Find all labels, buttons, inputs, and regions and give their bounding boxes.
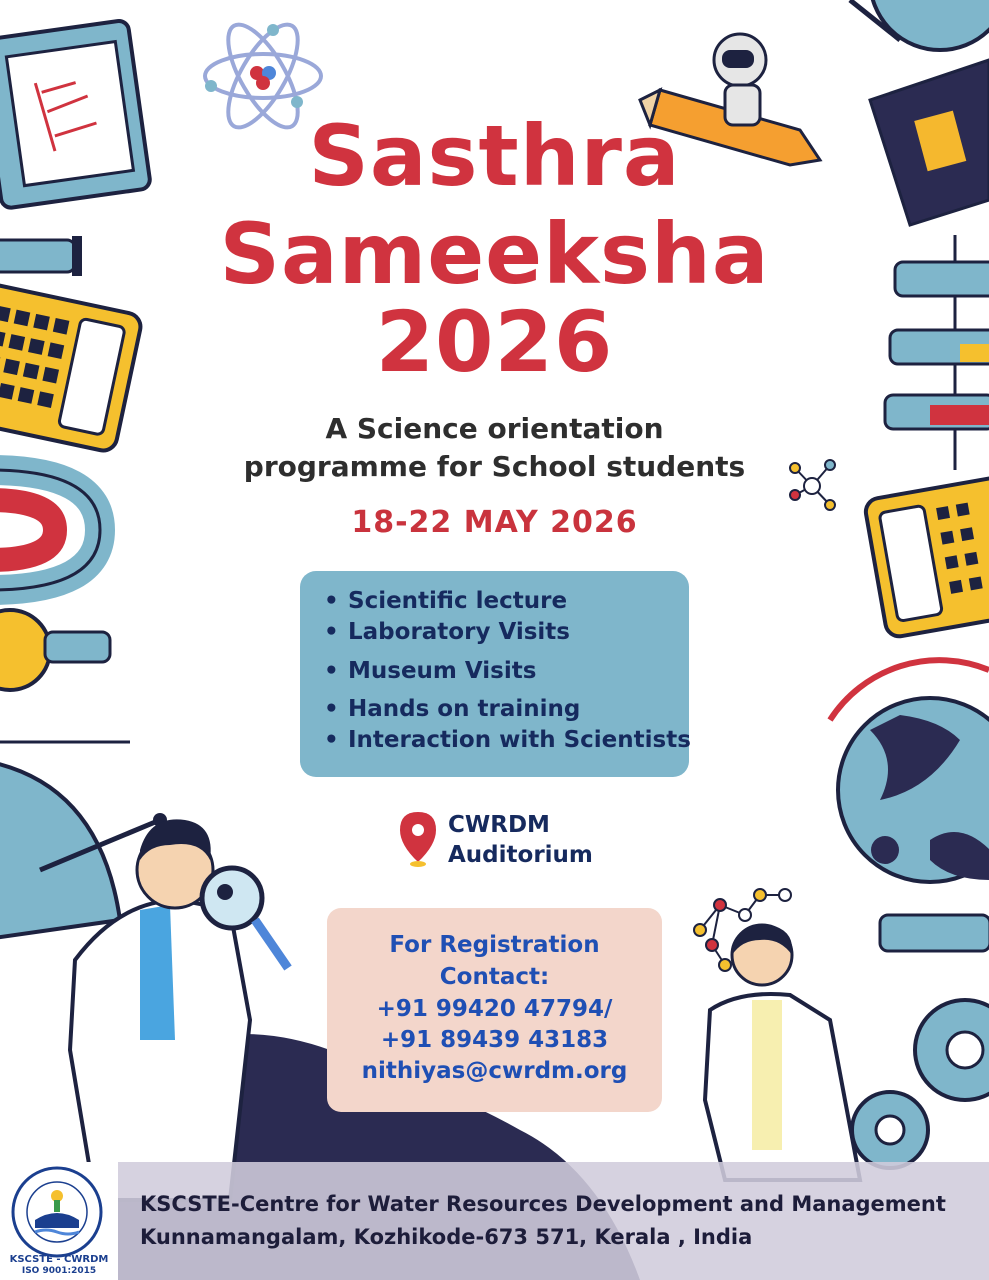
- activity-item: • Scientific lecture: [324, 588, 567, 614]
- contact-email: nithiyas@cwrdm.org: [361, 1058, 628, 1084]
- event-date: 18-22 MAY 2026: [351, 505, 638, 540]
- title-line-3: 2026: [375, 293, 614, 391]
- activity-item: • Interaction with Scientists: [324, 727, 691, 753]
- location-pin-icon: [400, 812, 436, 867]
- title-line-2: Sameeksha: [219, 205, 770, 303]
- scientist-molecule-illustration: [694, 889, 860, 1180]
- globe-right-illustration: [830, 660, 989, 882]
- footer-address: Kunnamangalam, Kozhikode-673 571, Kerala , India: [140, 1225, 753, 1249]
- flask-right-illustration: [880, 915, 989, 951]
- footer-bar: [0, 1162, 989, 1280]
- flask-left-illustration: [0, 610, 130, 742]
- contact-heading-1: For Registration: [389, 932, 600, 958]
- globe-top-right-illustration: [850, 0, 989, 50]
- activity-item: • Laboratory Visits: [324, 619, 570, 645]
- cwrdm-logo: [0, 1162, 118, 1280]
- contact-phone-2: +91 89439 43183: [380, 1027, 609, 1053]
- subtitle-line-1: A Science orientation: [325, 412, 664, 445]
- activity-item: • Hands on training: [324, 696, 580, 722]
- logo-iso: ISO 9001:2015: [21, 1266, 97, 1276]
- calculator-right-illustration: [864, 475, 989, 639]
- logo-name: KSCSTE - CWRDM: [9, 1254, 109, 1265]
- gears-illustration: [852, 1000, 989, 1168]
- activity-item: • Museum Visits: [324, 658, 536, 684]
- venue-line-1: CWRDM: [448, 812, 550, 838]
- contact-heading-2: Contact:: [439, 964, 550, 990]
- title-line-1: Sasthra: [308, 107, 681, 205]
- contact-phone-1: +91 99420 47794/: [376, 996, 613, 1022]
- subtitle-line-2: programme for School students: [243, 450, 746, 483]
- venue-line-2: Auditorium: [448, 842, 593, 868]
- registration-contact-box: [327, 908, 662, 1112]
- footer-org-name: KSCSTE-Centre for Water Resources Development and Management: [140, 1192, 946, 1216]
- activities-box: [300, 571, 689, 777]
